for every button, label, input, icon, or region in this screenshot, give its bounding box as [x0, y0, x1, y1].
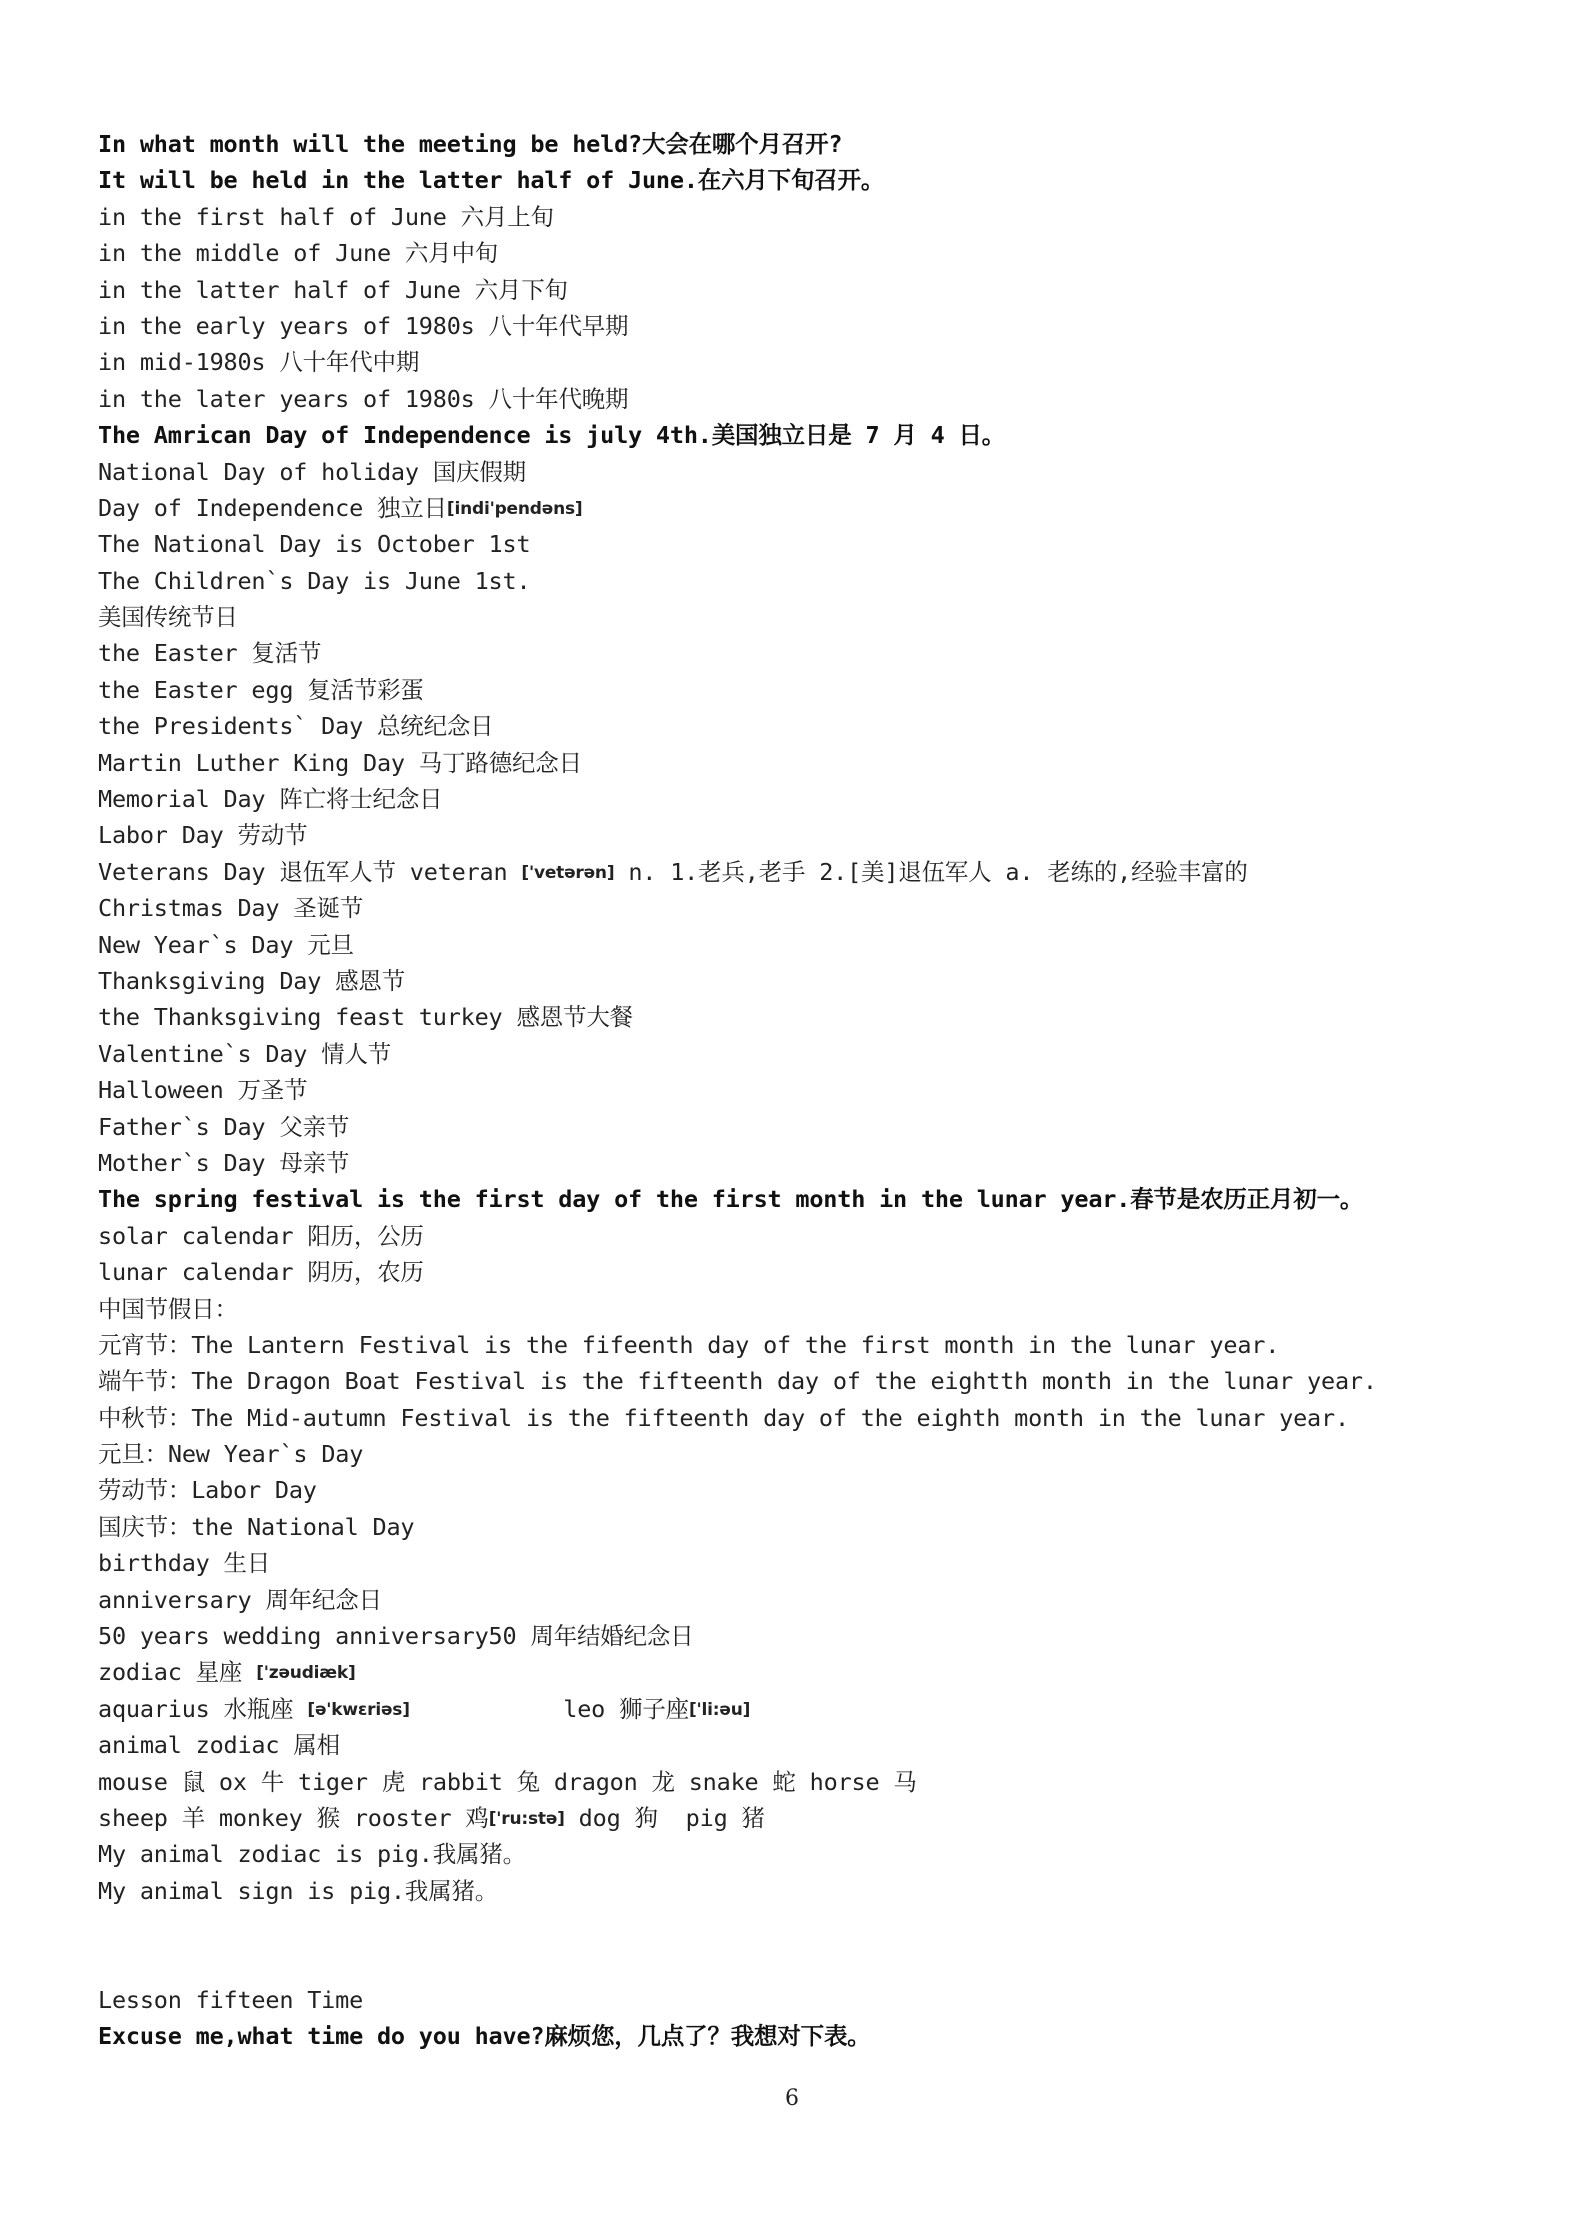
text-line — [98, 1836, 1518, 1872]
line-text: in the first half of June 六月上旬 — [98, 202, 554, 231]
text-line — [98, 1363, 1518, 1399]
text-line — [98, 199, 1518, 235]
text-line — [98, 162, 1518, 198]
line-text: in mid-1980s 八十年代中期 — [98, 348, 420, 377]
text-line — [98, 1727, 1518, 1763]
text-line — [98, 1545, 1518, 1581]
line-text: 劳动节：Labor Day — [98, 1476, 317, 1505]
line-text: aquarius 水瓶座 — [98, 1694, 308, 1723]
line-text: 中国节假日： — [98, 1294, 238, 1323]
text-line — [98, 1691, 1518, 1727]
text-line — [98, 890, 1518, 926]
line-text: The National Day is October 1st — [98, 530, 531, 559]
text-line — [98, 381, 1518, 417]
text-line — [98, 672, 1518, 708]
line-text: the Easter egg 复活节彩蛋 — [98, 675, 424, 704]
phonetic-transcription: [indi'pendəns] — [446, 498, 583, 519]
line-text: the Presidents` Day 总统纪念日 — [98, 712, 494, 741]
text-line — [98, 817, 1518, 853]
text-line — [98, 2018, 1518, 2054]
line-text: 端午节：The Dragon Boat Festival is the fifteenth day of the eightth month in the lunar year. — [98, 1367, 1377, 1396]
text-line — [98, 1618, 1518, 1654]
line-text: 国庆节：the National Day — [98, 1512, 415, 1541]
line-text: 中秋节：The Mid-autumn Festival is the fifteenth day of the eighth month in the lunar year. — [98, 1403, 1349, 1432]
document-body — [98, 126, 1518, 2055]
text-line — [98, 1654, 1518, 1690]
line-text: Father`s Day 父亲节 — [98, 1112, 350, 1141]
line-text: My animal zodiac is pig.我属猪。 — [98, 1840, 526, 1869]
line-text: birthday 生日 — [98, 1549, 271, 1578]
line-text: The Children`s Day is June 1st. — [98, 566, 531, 595]
line-text: My animal sign is pig.我属猪。 — [98, 1876, 499, 1905]
text-line — [98, 1436, 1518, 1472]
text-line — [98, 126, 1518, 162]
line-text: 元旦：New Year`s Day — [98, 1440, 364, 1469]
line-text: mouse 鼠 ox 牛 tiger 虎 rabbit 兔 dragon 龙 snake 蛇 horse 马 — [98, 1767, 917, 1796]
text-line — [98, 490, 1518, 526]
text-line — [98, 599, 1518, 635]
line-text: animal zodiac 属相 — [98, 1731, 340, 1760]
text-line — [98, 1873, 1518, 1909]
line-text: sheep 羊 monkey 猴 rooster 鸡 — [98, 1803, 489, 1832]
text-line — [98, 854, 1518, 890]
text-line — [98, 272, 1518, 308]
text-line — [98, 1218, 1518, 1254]
text-line — [98, 781, 1518, 817]
text-line — [98, 927, 1518, 963]
line-text: The Amrican Day of Independence is july 4th.美国独立日是 7 月 4 日。 — [98, 421, 1006, 450]
line-text-continued: leo 狮子座 — [409, 1694, 689, 1723]
line-text: Halloween 万圣节 — [98, 1076, 308, 1105]
text-line — [98, 1509, 1518, 1545]
phonetic-transcription: ['ru:stə] — [488, 1808, 565, 1829]
text-line — [98, 1036, 1518, 1072]
line-text: Labor Day 劳动节 — [98, 821, 308, 850]
text-line — [98, 1327, 1518, 1363]
text-line — [98, 1291, 1518, 1327]
line-text: 元宵节：The Lantern Festival is the fifeenth day of the first month in the lunar year. — [98, 1330, 1280, 1359]
text-line — [98, 1764, 1518, 1800]
text-line — [98, 235, 1518, 271]
text-line — [98, 417, 1518, 453]
phonetic-transcription: ['li:əu] — [688, 1699, 751, 1720]
line-text: in the later years of 1980s 八十年代晚期 — [98, 384, 629, 413]
text-line — [98, 1400, 1518, 1436]
text-line — [98, 1109, 1518, 1145]
line-text: 美国传统节日 — [98, 603, 238, 632]
line-text: National Day of holiday 国庆假期 — [98, 457, 526, 486]
text-line — [98, 526, 1518, 562]
text-line — [98, 1181, 1518, 1217]
text-line — [98, 1072, 1518, 1108]
text-line — [98, 1582, 1518, 1618]
line-text: lunar calendar 阴历，农历 — [98, 1258, 424, 1287]
line-text: in the latter half of June 六月下旬 — [98, 275, 568, 304]
line-text: Thanksgiving Day 感恩节 — [98, 966, 406, 995]
line-text: the Easter 复活节 — [98, 639, 322, 668]
line-text: In what month will the meeting be held?大会在哪个月召开? — [98, 130, 843, 158]
phonetic-transcription: ['zəudiæk] — [256, 1663, 356, 1684]
line-text: in the early years of 1980s 八十年代早期 — [98, 311, 629, 340]
line-text: anniversary 周年纪念日 — [98, 1585, 382, 1614]
line-text: solar calendar 阳历，公历 — [98, 1221, 424, 1250]
blank-line — [98, 1946, 1518, 1982]
text-line — [98, 1472, 1518, 1508]
text-line — [98, 1982, 1518, 2018]
text-line — [98, 1254, 1518, 1290]
text-line — [98, 344, 1518, 380]
line-text: The spring festival is the first day of the first month in the lunar year.春节是农历正月初一。 — [98, 1185, 1364, 1214]
line-text: Memorial Day 阵亡将士纪念日 — [98, 785, 443, 814]
line-text: zodiac 星座 — [98, 1658, 257, 1687]
line-text: Christmas Day 圣诞节 — [98, 894, 364, 923]
text-line — [98, 999, 1518, 1035]
line-text: It will be held in the latter half of June.在六月下旬召开。 — [98, 166, 885, 195]
line-text-continued: n. 1.老兵,老手 2.[美]退伍军人 a. 老练的,经验丰富的 — [614, 857, 1248, 886]
line-text: Lesson fifteen Time — [98, 1985, 364, 2014]
line-text: Valentine`s Day 情人节 — [98, 1039, 392, 1068]
text-line — [98, 454, 1518, 490]
page-number: 6 — [785, 2086, 799, 2111]
text-line — [98, 635, 1518, 671]
phonetic-transcription: ['vetərən] — [521, 862, 615, 883]
text-line — [98, 708, 1518, 744]
line-text: New Year`s Day 元旦 — [98, 930, 354, 959]
text-line — [98, 563, 1518, 599]
line-text: Day of Independence 独立日 — [98, 493, 447, 522]
text-line — [98, 963, 1518, 999]
line-text: Veterans Day 退伍军人节 veteran — [98, 857, 522, 886]
line-text: Martin Luther King Day 马丁路德纪念日 — [98, 748, 582, 777]
line-text: Mother`s Day 母亲节 — [98, 1148, 350, 1177]
text-line — [98, 1145, 1518, 1181]
line-text: the Thanksgiving feast turkey 感恩节大餐 — [98, 1003, 633, 1032]
line-text: 50 years wedding anniversary50 周年结婚纪念日 — [98, 1622, 694, 1651]
text-line — [98, 1800, 1518, 1836]
line-text-continued: dog 狗 pig 猪 — [564, 1803, 765, 1832]
text-line — [98, 745, 1518, 781]
text-line — [98, 308, 1518, 344]
line-text: in the middle of June 六月中旬 — [98, 239, 499, 268]
blank-line — [98, 1909, 1518, 1945]
phonetic-transcription: [ə'kwɛriəs] — [307, 1699, 410, 1720]
line-text: Excuse me,what time do you have?麻烦您，几点了？我想对下表。 — [98, 2022, 871, 2051]
